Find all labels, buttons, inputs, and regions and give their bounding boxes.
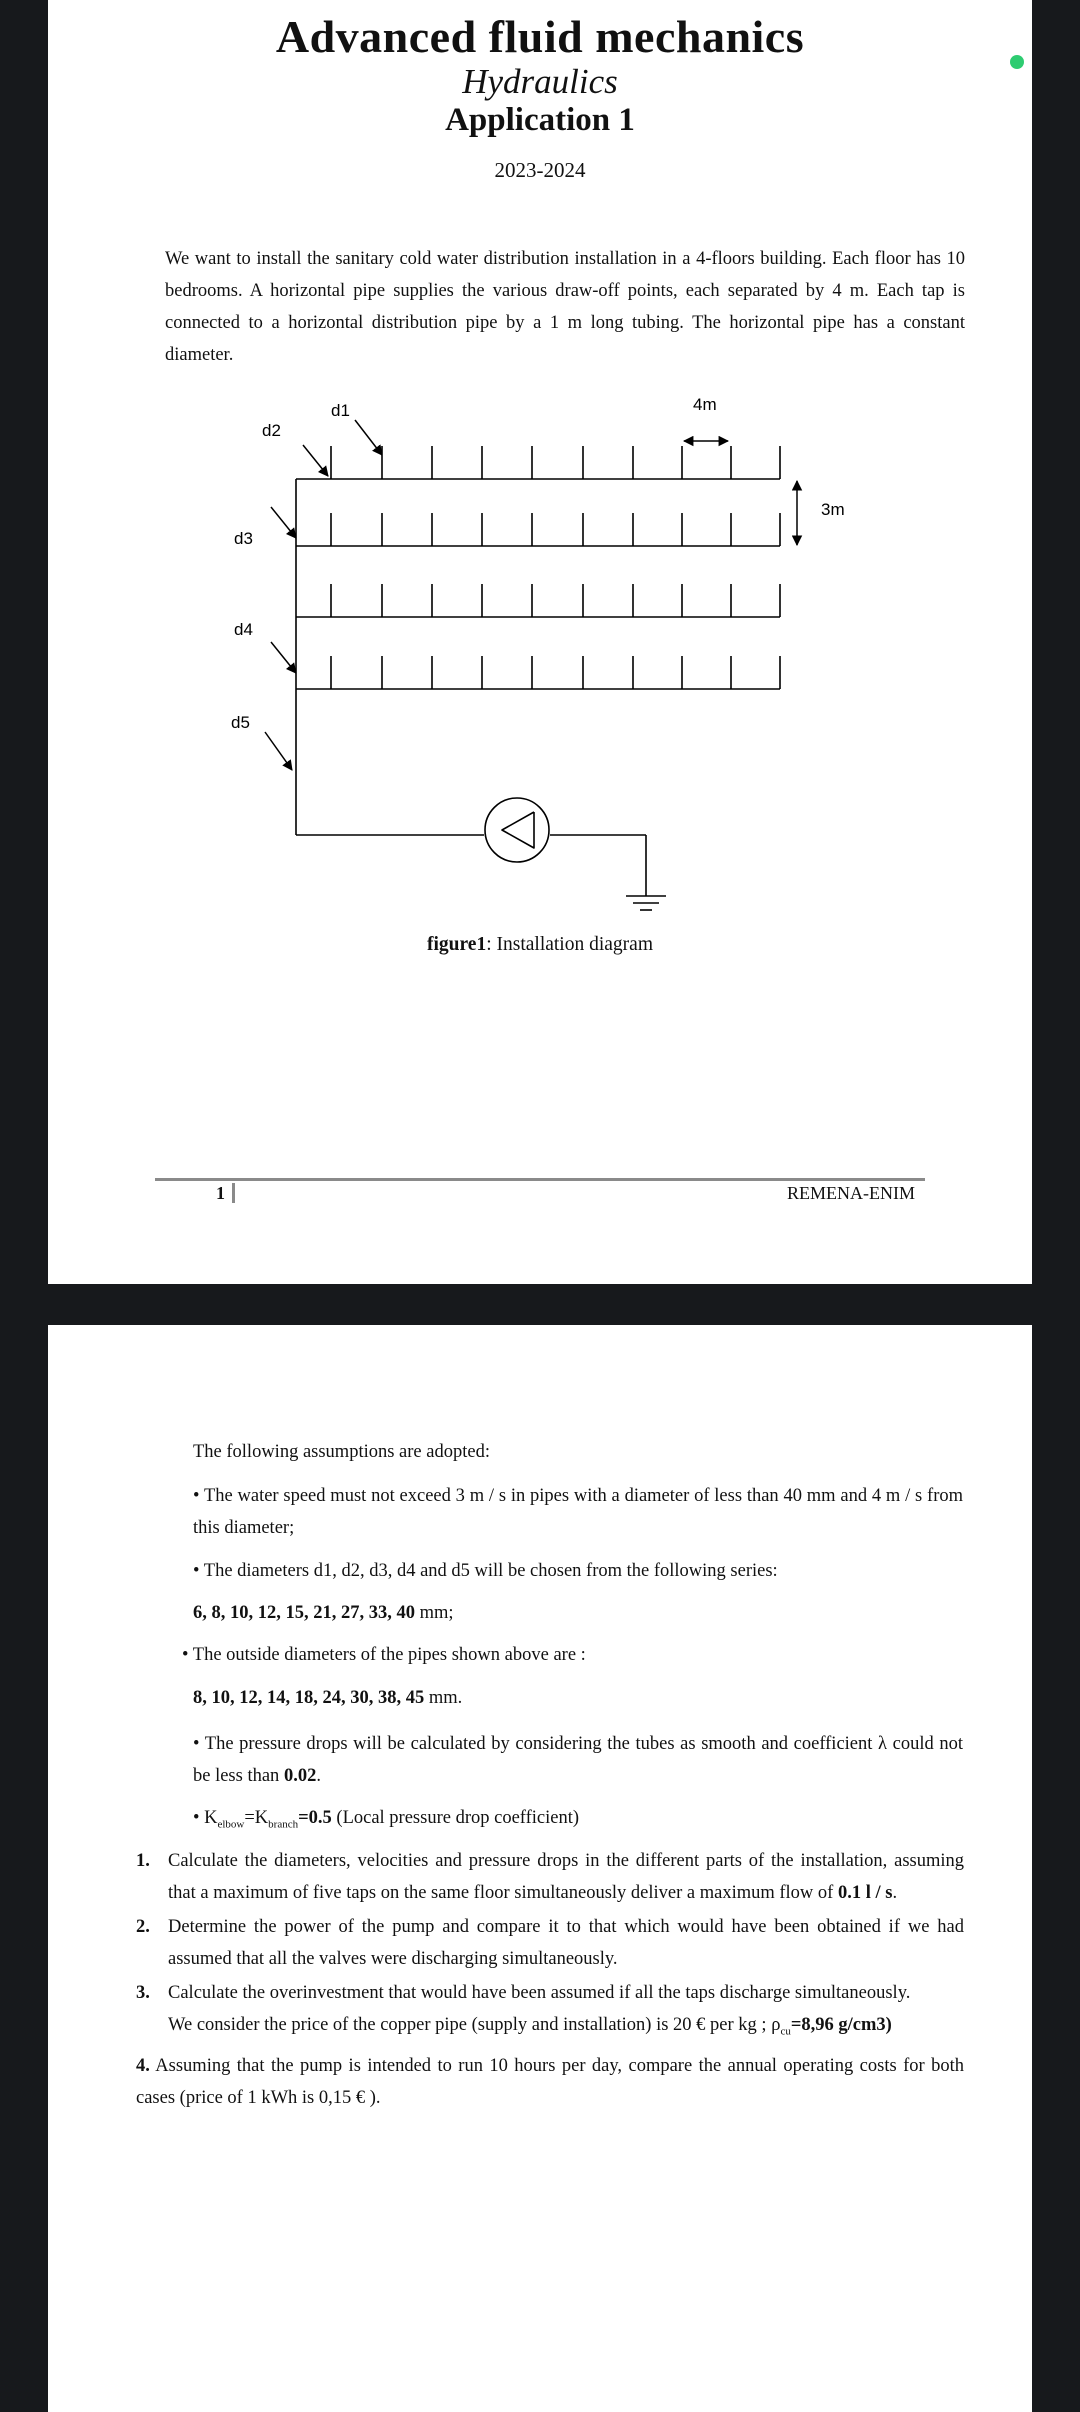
application-heading: Application 1 [445, 102, 635, 138]
question-3: 3. Calculate the overinvestment that would have been assumed if all the taps discharge simultaneously. We consider the price of the copper pipe (supply and installation) is 20 € per kg ; $\rho_{cu}=8,96$ g/cm3) [136, 1983, 911, 2038]
assumption-series-text: The diameters d1, d2, d3, d4 and d5 will be chosen from the following series: [203, 1561, 778, 1581]
assumption-outside: • The outside diameters of the pipes shown above are : [182, 1645, 586, 1665]
page-number: 1 [216, 1183, 225, 1203]
document-title: Advanced fluid mechanics [275, 11, 805, 62]
arrow-d3 [271, 507, 296, 538]
assumption-outside-text: The outside diameters of the pipes shown above are : [192, 1645, 586, 1665]
assumption-speed-text: The water speed must not exceed 3 m / s in pipes with a diameter of less than 40 mm and 4 m / s from this diameter; [193, 1486, 963, 1538]
footer-institution: REMENA-ENIM [787, 1183, 915, 1203]
installation-diagram [48, 380, 1032, 920]
flow-value: 0.1 l / s [837, 1883, 893, 1903]
outside-diameters [193, 1682, 963, 1714]
arrow-d4 [271, 642, 296, 673]
lambda-value: 0.02 [283, 1766, 317, 1786]
label-d1: d1 [331, 401, 350, 420]
status-indicator [1010, 55, 1024, 69]
k-value: =0.5 [298, 1808, 332, 1828]
document-subtitle: Hydraulics [462, 62, 618, 101]
assumption-pressure-text: The pressure drops will be calculated by considering the tubes as smooth and coefficient λ could not be less than [193, 1734, 963, 1786]
arrow-d2 [303, 445, 328, 476]
assumption-pressure: • The pressure drops will be calculated by considering the tubes as smooth and coefficient λ could not be less than 0.02. [193, 1734, 963, 1786]
assumption-speed: • The water speed must not exceed 3 m / s in pipes with a diameter of less than 40 mm and 4 m / s from this diameter; [193, 1486, 963, 1538]
label-floor-height: 3m [821, 500, 845, 519]
question-4: 4. Assuming that the pump is intended to run 10 hours per day, compare the annual operating costs for both cases (price of 1 kWh is 0,15 € ). [136, 2055, 964, 2108]
figure-caption [48, 934, 1032, 956]
label-d3: d3 [234, 529, 253, 548]
copper-density: =8,96 g/cm3) [790, 2015, 892, 2035]
label-d5: d5 [231, 713, 250, 732]
academic-year: 2023-2024 [494, 158, 586, 182]
label-d2: d2 [262, 421, 281, 440]
question-1: 1. Calculate the diameters, velocities and pressure drops in the different parts of the installation, assuming that a maximum of five taps on the same floor simultaneously deliver a maximum flow of 0.1 l / s. [136, 1851, 964, 1903]
outside-diameters-unit: mm. [424, 1688, 463, 1708]
diameter-series [193, 1597, 963, 1629]
label-spacing: 4m [693, 395, 717, 414]
diameter-series-unit: mm; [415, 1603, 454, 1623]
document-page-2 [48, 1325, 1032, 2412]
page-number-divider [232, 1183, 235, 1203]
label-d4: d4 [234, 620, 253, 639]
arrow-d1 [355, 420, 382, 455]
document-page-1 [48, 0, 1032, 1284]
figure-label: figure1 [426, 934, 487, 955]
assumptions-intro: The following assumptions are adopted: [193, 1442, 490, 1462]
assumption-k: • $K_{elbow}=K_{branch}=0.5$ (Local pressure drop coefficient) [193, 1808, 580, 1831]
question-2: 2. Determine the power of the pump and compare it to that which would have been obtained if we had assumed that all the valves were discharging simultaneously. [136, 1917, 964, 1969]
arrow-d5 [265, 732, 292, 770]
pipe-network [296, 446, 780, 910]
questions-list [136, 1845, 964, 2114]
footer-rule [155, 1178, 925, 1181]
problem-statement: We want to install the sanitary cold water distribution installation in a 4-floors building. Each floor has 10 bedrooms. A horizontal pipe supplies the various draw-off points, each separated by 4 m. Each tap is connected to a horizontal distribution pipe by a 1 m long tubing. The horizontal pipe has a constant diameter. [165, 249, 965, 365]
figure-caption-text: : Installation diagram [486, 934, 653, 955]
outside-diameters-values: 8, 10, 12, 14, 18, 24, 30, 38, 45 [193, 1688, 425, 1708]
assumption-series: • The diameters d1, d2, d3, d4 and d5 will be chosen from the following series: [193, 1561, 778, 1581]
diameter-series-values: 6, 8, 10, 12, 15, 21, 27, 33, 40 [193, 1603, 415, 1623]
